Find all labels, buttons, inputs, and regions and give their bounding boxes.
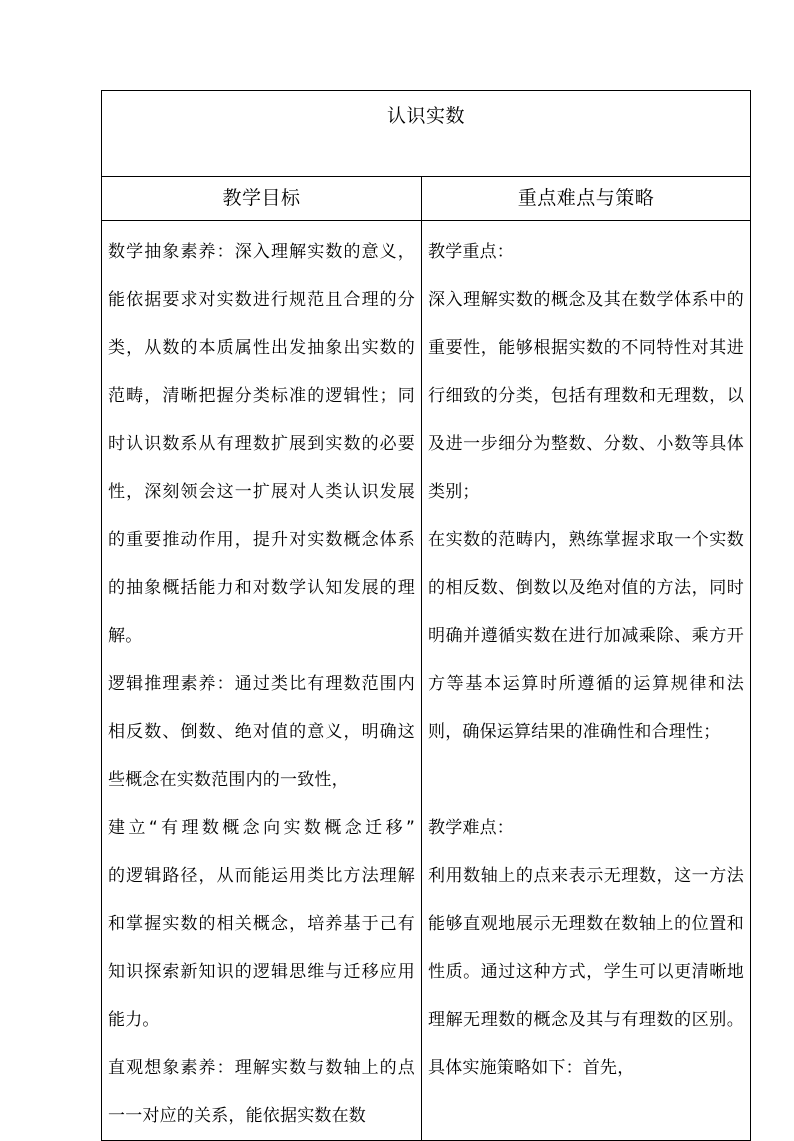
objectives-content — [102, 221, 421, 1140]
lesson-plan-table — [101, 90, 751, 1141]
table-row-header — [102, 177, 751, 221]
keypoints-heading-focus: 教学重点： — [428, 242, 514, 262]
keypoints-paragraph-3: 利用数轴上的点来表示无理数，这一方法能够直观地展示无理数在数轴上的位置和性质。通过这种方式，学生可以更清晰地理解无理数的概念及其与有理数的区别。具体实施策略如下：首先， — [428, 866, 745, 1078]
objectives-paragraph-2: 逻辑推理素养：通过类比有理数范围内相反数、倒数、绝对值的意义，明确这些概念在实数范围内的一致性， — [108, 674, 415, 790]
objectives-cell — [102, 221, 422, 1141]
page-title: 认识实数 — [387, 105, 466, 127]
table-row-body — [102, 221, 751, 1141]
objectives-paragraph-5: 直观想象素养：理解实数与数轴上的点一一对应的关系，能依据实数在数 — [108, 1058, 415, 1126]
column-header-objectives-cell — [102, 177, 422, 221]
keypoints-paragraph-2: 在实数的范畴内，熟练掌握求取一个实数的相反数、倒数以及绝对值的方法，同时明确并遵循实数在进行加减乘除、乘方开方等基本运算时所遵循的运算规律和法则，确保运算结果的准确性和合理性； — [428, 530, 745, 742]
keypoints-blank-line — [428, 756, 744, 804]
objectives-paragraph-1: 数学抽象素养：深入理解实数的意义，能依据要求对实数进行规范且合理的分类，从数的本质属性出发抽象出实数的范畴，清晰把握分类标准的逻辑性；同时认识数系从有理数扩展到实数的必要性，深刻领会这一扩展对人类认识发展的重要推动作用，提升对实数概念体系的抽象概括能力和对数学认知发展的理解。 — [108, 242, 415, 646]
column-header-objectives: 教学目标 — [222, 187, 301, 209]
keypoints-heading-difficulty: 教学难点： — [428, 818, 514, 838]
objectives-paragraph-3: 建立“有理数概念向实数概念迁移” — [108, 818, 415, 838]
objectives-paragraph-4: 的逻辑路径，从而能运用类比方法理解和掌握实数的相关概念，培养基于己有知识探索新知识的逻辑思维与迁移应用能力。 — [108, 866, 415, 1030]
title-cell — [102, 91, 751, 177]
keypoints-paragraph-1: 深入理解实数的概念及其在数学体系中的重要性，能够根据实数的不同特性对其进行细致的分类，包括有理数和无理数，以及进一步细分为整数、分数、小数等具体类别； — [428, 290, 745, 502]
table-row-title — [102, 91, 751, 177]
keypoints-cell — [422, 221, 751, 1141]
column-header-keypoints-cell — [422, 177, 751, 221]
keypoints-content — [422, 221, 750, 1092]
column-header-keypoints: 重点难点与策略 — [517, 187, 655, 209]
